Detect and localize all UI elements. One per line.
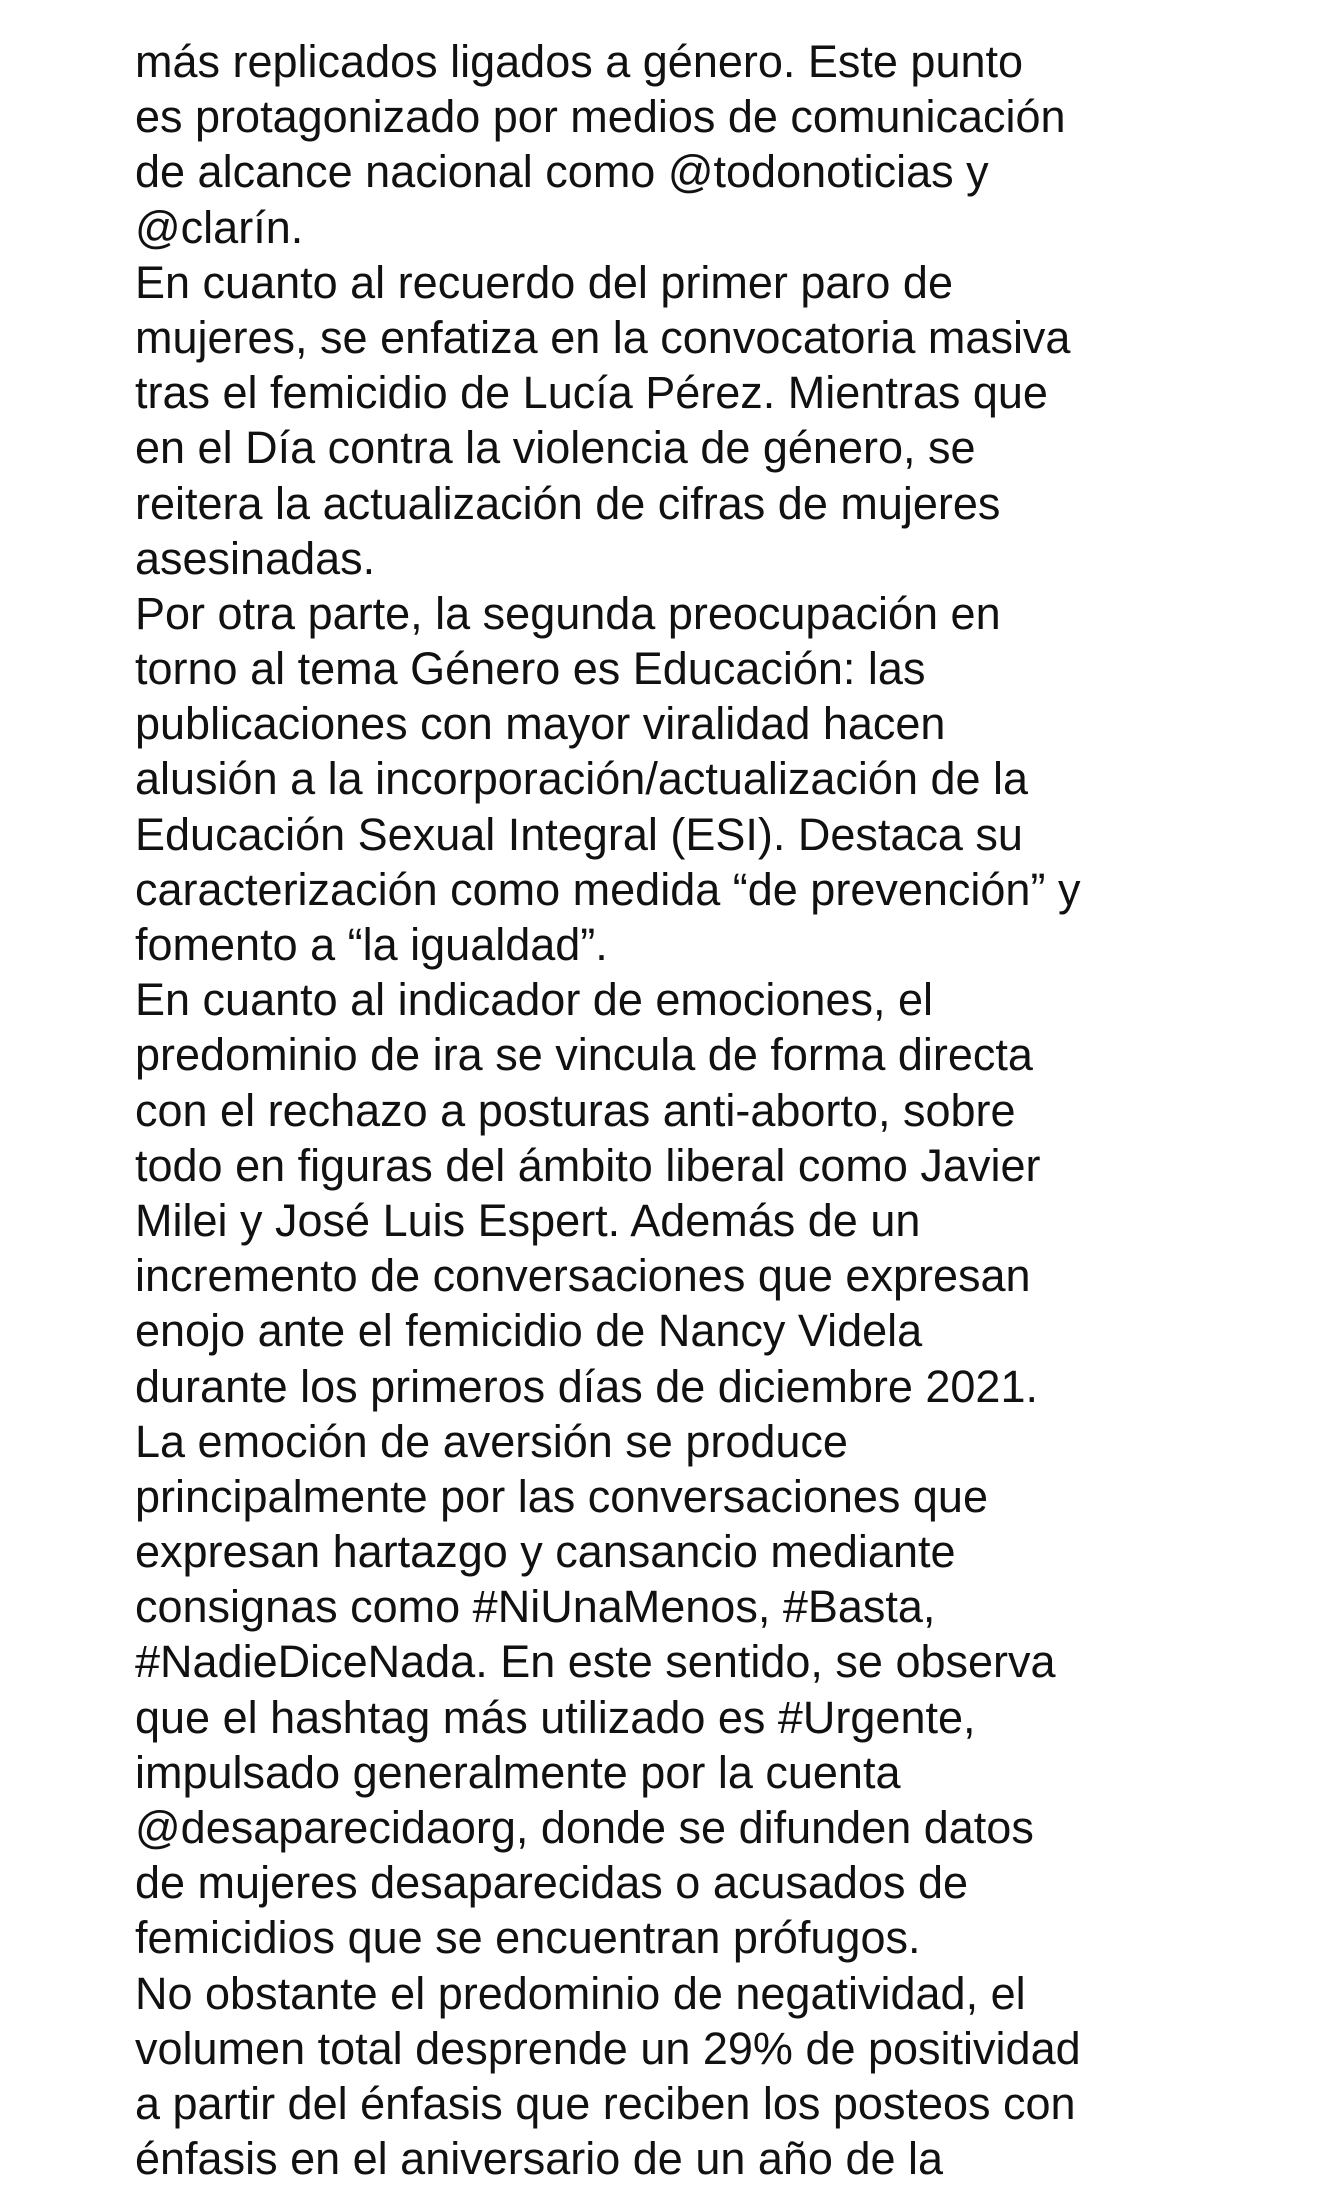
- text-line: Milei y José Luis Espert. Además de un: [135, 1194, 921, 1246]
- text-line: énfasis en el aniversario de un año de la: [135, 2133, 944, 2185]
- text-line: incremento de conversaciones que expresan: [135, 1250, 1031, 1302]
- text-line: volumen total desprende un 29% de positividad: [135, 2022, 1081, 2074]
- text-line: es protagonizado por medios de comunicación: [135, 91, 1066, 143]
- text-line: con el rechazo a posturas anti-aborto, sobre: [135, 1084, 1016, 1136]
- text-line: En cuanto al indicador de emociones, el: [135, 974, 934, 1026]
- text-line: a partir del énfasis que reciben los posteos con: [135, 2077, 1076, 2129]
- text-line: consignas como #NiUnaMenos, #Basta,: [135, 1581, 936, 1633]
- text-line: @clarín.: [135, 201, 304, 253]
- text-line: caracterización como medida “de prevención” y: [135, 863, 1081, 915]
- text-line: #NadieDiceNada. En este sentido, se observa: [135, 1636, 1056, 1688]
- text-line: Educación Sexual Integral (ESI). Destaca su: [135, 808, 1023, 860]
- text-line: enojo ante el femicidio de Nancy Videla: [135, 1305, 923, 1357]
- text-line: femicidios que se encuentran prófugos.: [135, 1912, 921, 1964]
- text-line: Por otra parte, la segunda preocupación en: [135, 587, 1001, 639]
- text-line: tras el femicidio de Lucía Pérez. Mientras que: [135, 367, 1048, 419]
- text-line: @desaparecidaorg, donde se difunden datos: [135, 1802, 1034, 1853]
- text-line: principalmente por las conversaciones que: [135, 1470, 988, 1522]
- text-line: No obstante el predominio de negatividad, el: [135, 1967, 1026, 2019]
- text-line: de alcance nacional como @todonoticias y: [135, 146, 989, 198]
- text-line: reitera la actualización de cifras de mujeres: [135, 477, 1001, 529]
- text-line: durante los primeros días de diciembre 2021.: [135, 1360, 1038, 1412]
- text-line: alusión a la incorporación/actualización de la: [135, 753, 1029, 805]
- text-line: La emoción de aversión se produce: [135, 1415, 848, 1467]
- text-line: asesinadas.: [135, 532, 376, 584]
- text-line: expresan hartazgo y cansancio mediante: [135, 1526, 956, 1578]
- text-line: fomento a “la igualdad”.: [135, 919, 608, 970]
- text-line: de mujeres desaparecidas o acusados de: [135, 1857, 969, 1909]
- text-line: mujeres, se enfatiza en la convocatoria masiva: [135, 311, 1071, 363]
- text-line: todo en figuras del ámbito liberal como Javier: [135, 1139, 1041, 1191]
- text-line: que el hashtag más utilizado es #Urgente,: [135, 1691, 976, 1743]
- text-line: En cuanto al recuerdo del primer paro de: [135, 256, 953, 308]
- text-line: predominio de ira se vincula de forma directa: [135, 1029, 1033, 1081]
- text-line: impulsado generalmente por la cuenta: [135, 1746, 901, 1798]
- document-body: [135, 34, 1195, 2186]
- text-line: torno al tema Género es Educación: las: [135, 643, 926, 695]
- text-line: publicaciones con mayor viralidad hacen: [135, 698, 946, 750]
- text-line: más replicados ligados a género. Este punto: [135, 36, 1024, 87]
- text-line: en el Día contra la violencia de género, se: [135, 422, 976, 474]
